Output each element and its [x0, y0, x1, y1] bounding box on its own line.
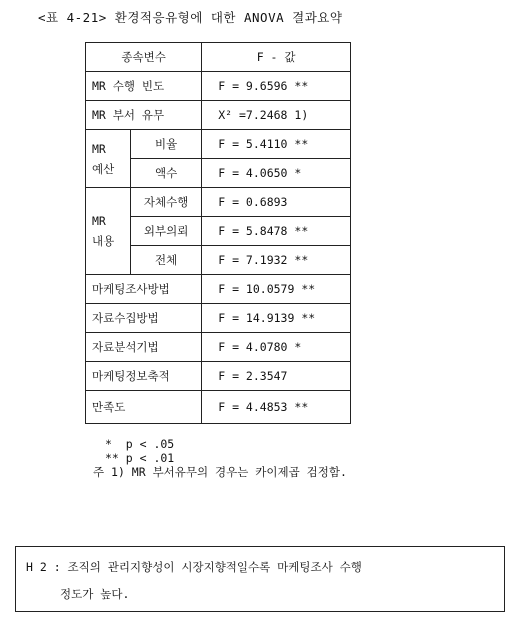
sub-label: 액수 — [131, 159, 202, 188]
row-value: F = 10.0579 ** — [202, 275, 351, 304]
table-row — [86, 130, 351, 159]
table-row — [86, 333, 351, 362]
group-label-budget — [86, 130, 131, 188]
significance-note: ** p < .01 — [105, 451, 175, 465]
row-value: F = 4.0780 * — [202, 333, 351, 362]
row-value: F = 4.4853 ** — [202, 391, 351, 424]
group-label-line: 내용 — [92, 234, 115, 248]
sub-label: 비율 — [131, 130, 202, 159]
row-value: F = 14.9139 ** — [202, 304, 351, 333]
hypothesis-line: 정도가 높다. — [60, 587, 130, 601]
row-value: F = 7.1932 ** — [202, 246, 351, 275]
table-row — [86, 188, 351, 217]
row-label: 마케팅정보축적 — [86, 362, 202, 391]
row-value: F = 5.8478 ** — [202, 217, 351, 246]
group-label-line: MR — [92, 214, 106, 228]
group-label-content — [86, 188, 131, 275]
row-value: F = 0.6893 — [202, 188, 351, 217]
row-value: F = 9.6596 ** — [202, 72, 351, 101]
table-row — [86, 362, 351, 391]
row-value: X² =7.2468 1) — [202, 101, 351, 130]
row-value: F = 4.0650 * — [202, 159, 351, 188]
row-label: 만족도 — [86, 391, 202, 424]
table-row — [86, 72, 351, 101]
row-label: MR 수행 빈도 — [86, 72, 202, 101]
header-dependent-variable: 종속변수 — [86, 43, 202, 72]
group-label-line: 예산 — [92, 161, 115, 176]
table-row — [86, 391, 351, 424]
table-header-row — [86, 43, 351, 72]
table-row — [86, 304, 351, 333]
sub-label: 자체수행 — [131, 188, 202, 217]
hypothesis-box — [15, 546, 505, 612]
row-label: MR 부서 유무 — [86, 101, 202, 130]
table-notes — [93, 437, 347, 479]
row-value: F = 5.4110 ** — [202, 130, 351, 159]
row-value: F = 2.3547 — [202, 362, 351, 391]
row-label: 자료분석기법 — [86, 333, 202, 362]
table-row — [86, 101, 351, 130]
group-label-line: MR — [92, 141, 106, 156]
significance-note: * p < .05 — [105, 437, 175, 451]
sub-label: 외부의뢰 — [131, 217, 202, 246]
row-label: 마케팅조사방법 — [86, 275, 202, 304]
table-title: <표 4-21> 환경적응유형에 대한 ANOVA 결과요약 — [38, 10, 343, 25]
header-f-value: F - 값 — [202, 43, 351, 72]
hypothesis-line: H 2 : 조직의 관리지향성이 시장지향적일수록 마케팅조사 수행 — [26, 560, 362, 574]
anova-table — [85, 42, 351, 424]
footnote: 주 1) MR 부서유무의 경우는 카이제곱 검정함. — [93, 465, 347, 479]
row-label: 자료수집방법 — [86, 304, 202, 333]
table-row — [86, 275, 351, 304]
sub-label: 전체 — [131, 246, 202, 275]
